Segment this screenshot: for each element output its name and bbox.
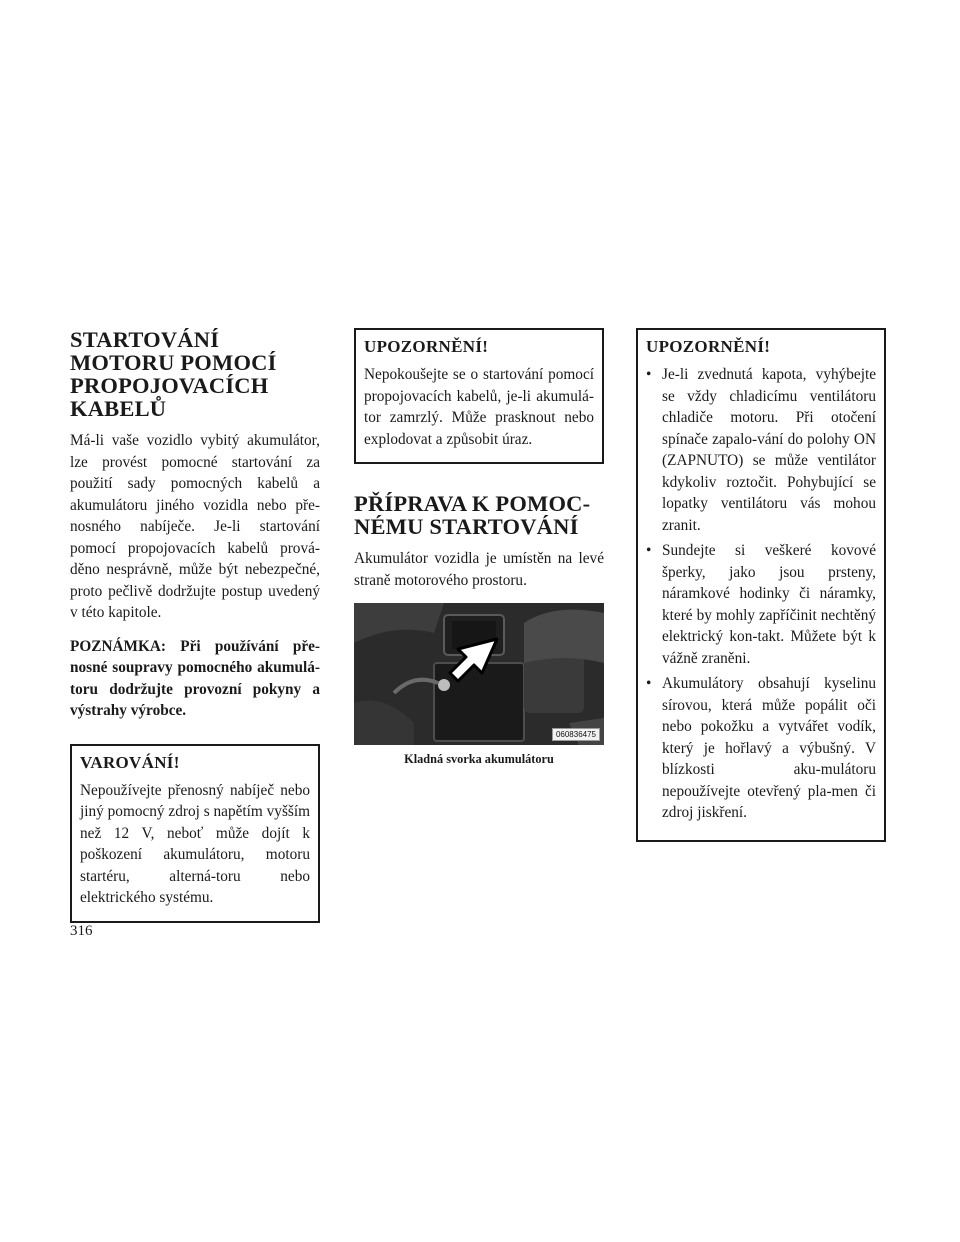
caution-bullet-list	[646, 364, 876, 824]
right-column	[636, 328, 886, 842]
battery-terminal-photo	[354, 603, 604, 745]
engine-bay-illustration	[354, 603, 604, 745]
caution-text: Nepokoušejte se o startování pomocí propojovacích kabelů, je-li akumulá-tor zamrzlý. Může prasknout nebo explodovat a způsobit úraz.	[364, 366, 594, 448]
middle-column	[354, 328, 604, 767]
warning-title: VAROVÁNÍ!	[80, 752, 180, 772]
bullet-item: • Je-li zvednutá kapota, vyhýbejte se vždy chladicímu ventilátoru chladiče motoru. Při otočení spínače zapalo-vání do polohy ON (ZAPNUTO) se může ventilátor kdykoliv roztočit. Pohybující se lopatky ventilátoru vás mohou zranit.	[646, 366, 876, 534]
caution-title: UPOZORNĚNÍ!	[364, 337, 489, 356]
warning-box	[70, 744, 320, 923]
page-number: 316	[70, 923, 93, 939]
bullet-item: • Sundejte si veškeré kovové šperky, jako jsou prsteny, náramkové hodinky či náramky, které by mohly zapříčinit nechtěný elektrický kon-takt. Můžete být k vážně zraněni.	[646, 542, 876, 667]
caution-box-frozen-battery	[354, 328, 604, 464]
photo-caption: Kladná svorka akumulátoru	[404, 752, 554, 766]
photo-code-label: 060836475	[552, 728, 600, 741]
section-heading-preparation: PŘÍPRAVA K POMOC-NÉMU STARTOVÁNÍ	[354, 491, 591, 539]
warning-text: Nepoužívejte přenosný nabíječ nebo jiný pomocný zdroj s napětím vyšším než 12 V, neboť může dojít k poškození akumulátoru, motoru startéru, alterná-toru nebo elektrického systému.	[80, 781, 310, 906]
section-heading-jump-start: STARTOVÁNÍ MOTORU POMOCÍ PROPOJOVACÍCH KABELŮ	[70, 327, 277, 421]
caution-title: UPOZORNĚNÍ!	[646, 337, 771, 356]
note-paragraph: POZNÁMKA: Při používání pře-nosné soupravy pomocného akumulá-toru dodržujte provozní pokyny a výstrahy výrobce.	[70, 637, 320, 719]
bullet-text: Sundejte si veškeré kovové šperky, jako jsou prsteny, náramkové hodinky či náramky, které by mohly zapříčinit nechtěný elektrický kon-takt. Můžete být k vážně zraněni.	[662, 542, 876, 667]
bullet-text: Akumulátory obsahují kyselinu sírovou, která může popálit oči nebo pokožku a vytvářet vodík, který je hořlavý a výbušný. V blízkosti aku-mulátoru nepoužívejte otevřený pla-men či zdroj jiskření.	[662, 675, 876, 821]
caution-box-safety	[636, 328, 886, 842]
bullet-text: Je-li zvednutá kapota, vyhýbejte se vždy chladicímu ventilátoru chladiče motoru. Při otočení spínače zapalo-vání do polohy ON (ZAPNUTO) se může ventilátor kdykoliv roztočit. Pohybující se lopatky ventilátoru vás mohou zranit.	[662, 366, 876, 534]
intro-paragraph: Má-li vaše vozidlo vybitý akumulátor, lze provést pomocné startování za použití sady pomocných kabelů a akumulátoru jiného vozidla nebo pře-nosného nabíječe. Je-li startování pomocí propojovacích kabelů prová-děno nesprávně, může být nebezpečné, proto pečlivě dodržujte postup uvedený v této kapitole.	[70, 432, 320, 621]
battery-location-paragraph: Akumulátor vozidla je umístěn na levé straně motorového prostoru.	[354, 550, 604, 589]
bullet-item: • Akumulátory obsahují kyselinu sírovou, která může popálit oči nebo pokožku a vytvářet vodík, který je hořlavý a výbušný. V blízkosti aku-mulátoru nepoužívejte otevřený pla-men či zdroj jiskření.	[646, 675, 876, 821]
left-column	[70, 328, 320, 923]
